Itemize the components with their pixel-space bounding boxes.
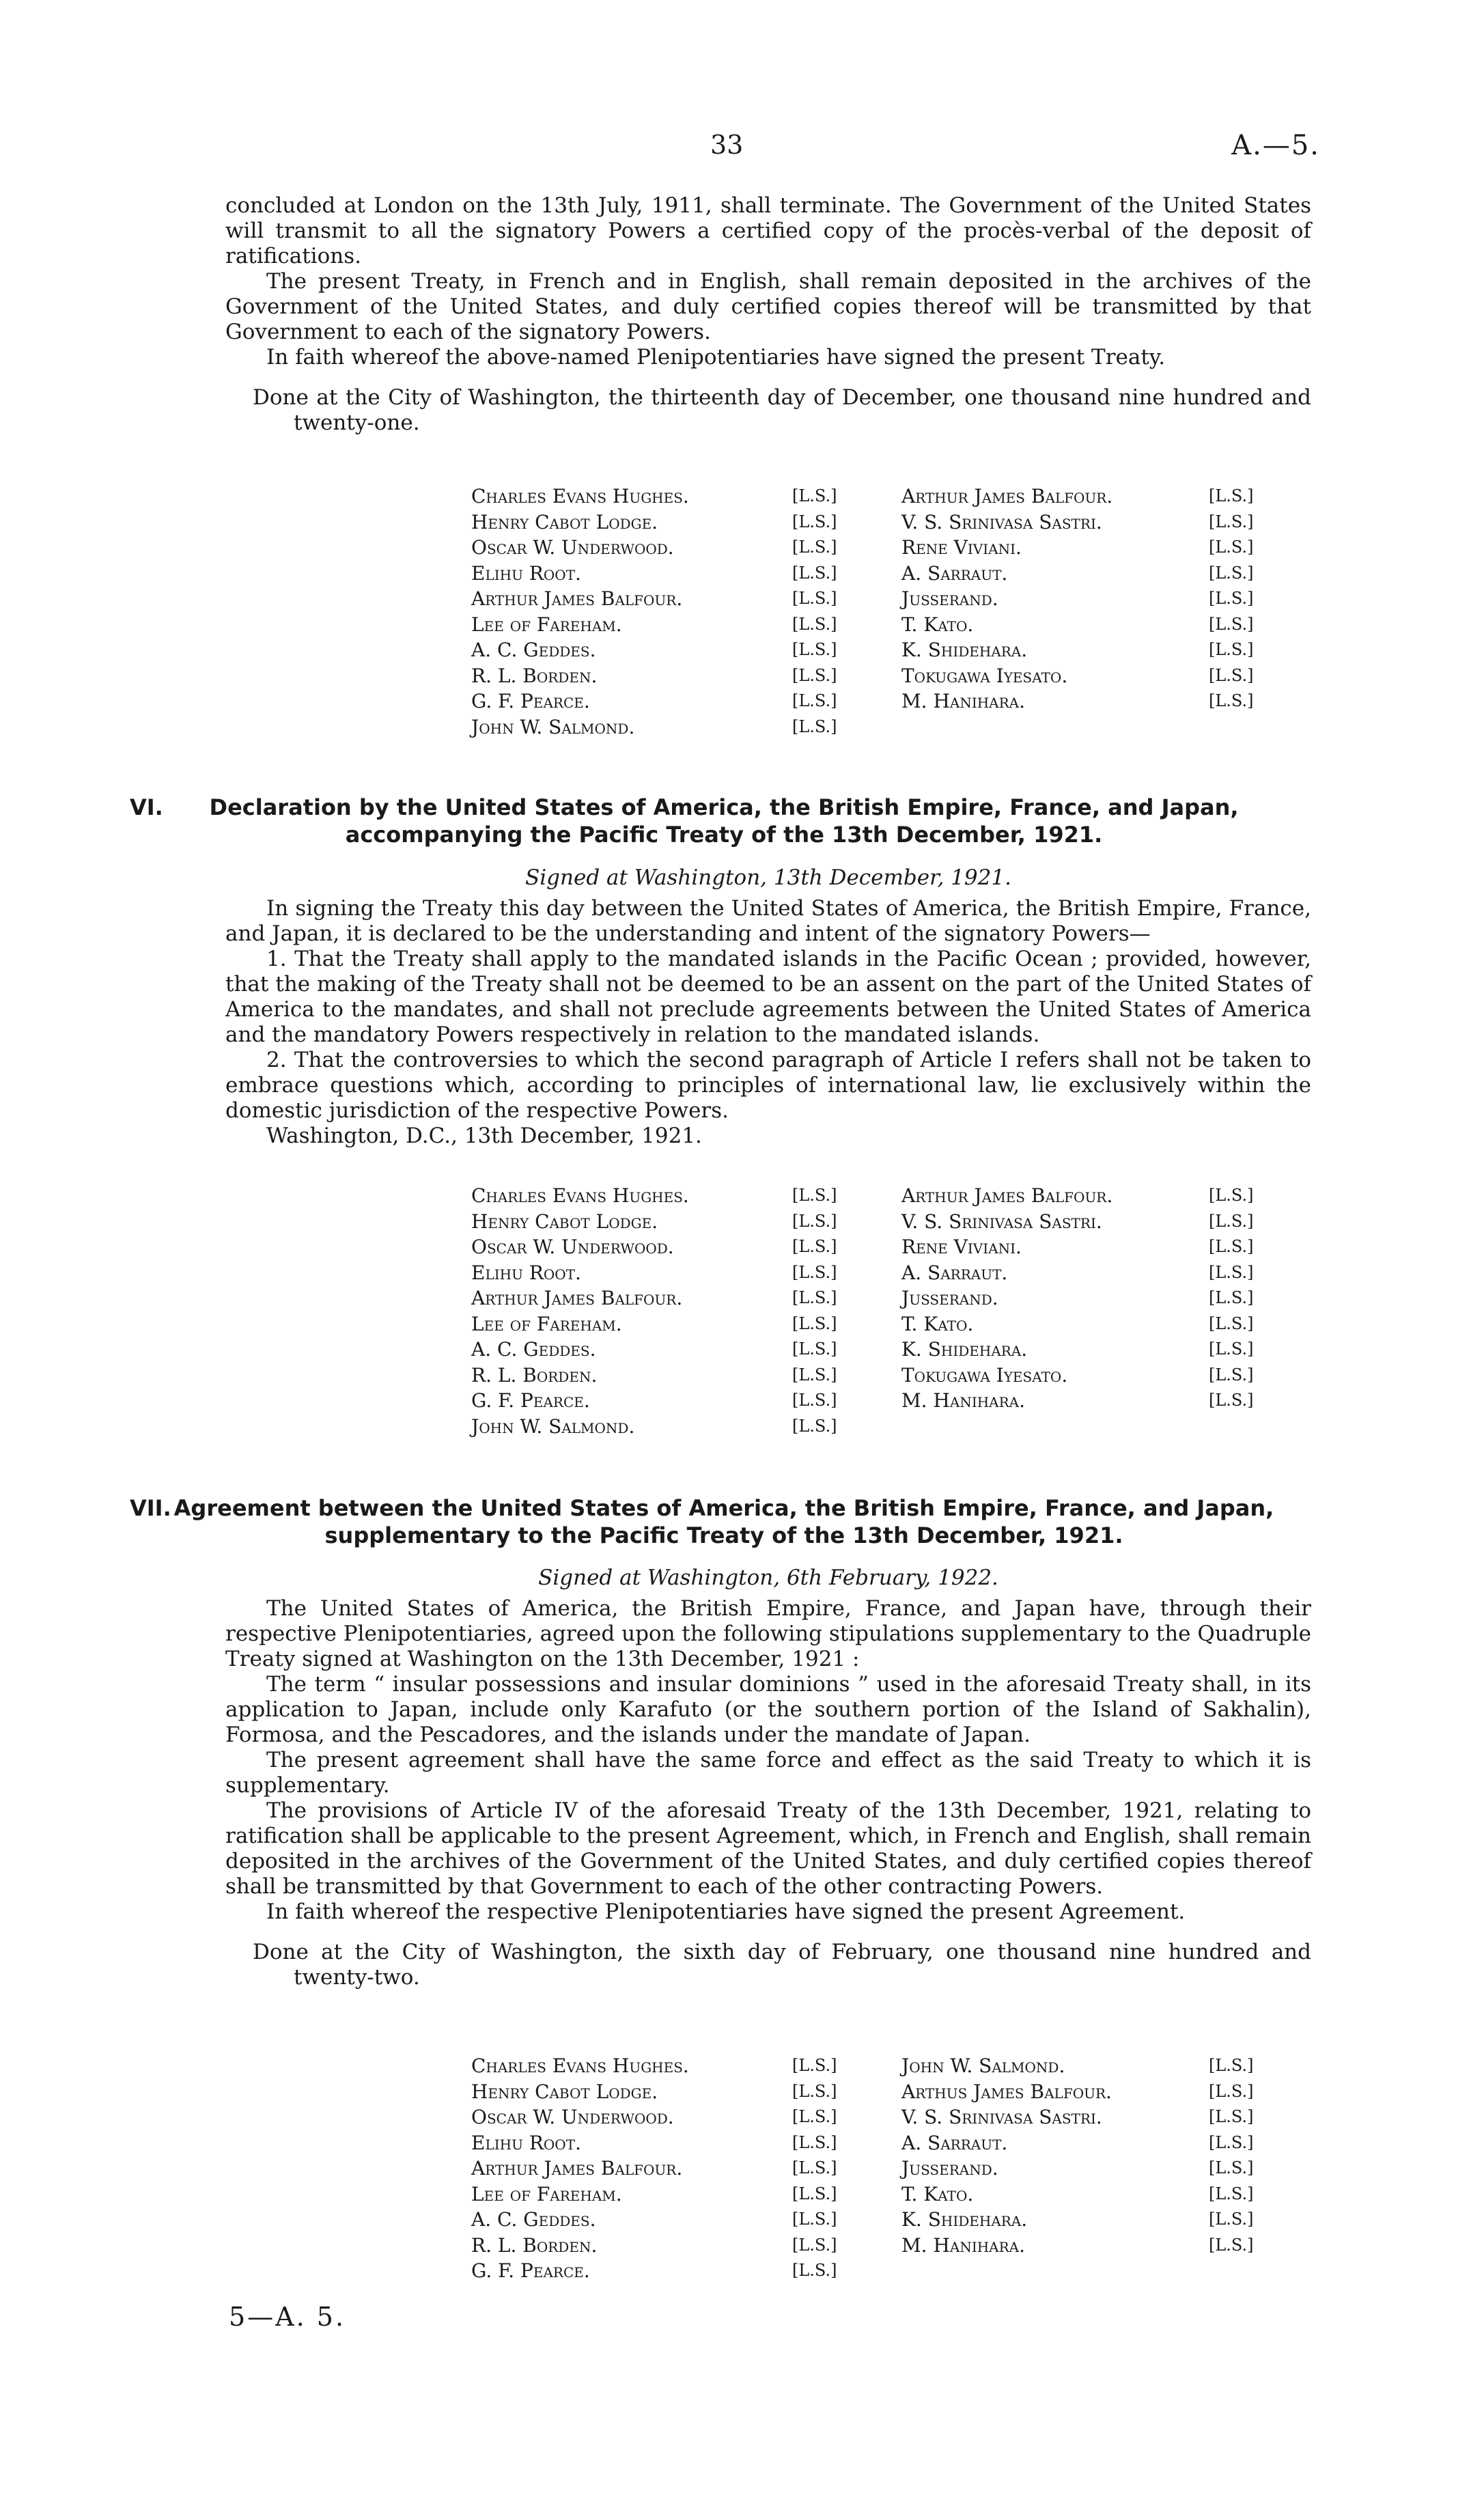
section-title-line: Declaration by the United States of America, the British Empire, France, and Japan, xyxy=(209,794,1239,820)
page-header xyxy=(0,130,1484,171)
signatory-name: G. F. Pearce. xyxy=(471,2259,590,2282)
signatory-name: M. Hanihara. xyxy=(901,2233,1026,2257)
body-paragraph: The provisions of Article IV of the aforesaid Treaty of the 13th December, 1921, relating to ratification shall be applicable to the present Agreement, which, in French and English, shall remain deposited in the archives of the Government of the United States, and duly certified copies thereof shall be transmitted by that Government to each of the other contracting Powers. xyxy=(225,1798,1311,1899)
seal-mark xyxy=(1209,714,1254,740)
seal-mark: [L.S.] xyxy=(1209,2081,1254,2101)
signatory-row xyxy=(471,2079,1254,2105)
seal-mark: [L.S.] xyxy=(792,589,837,608)
seal-mark: [L.S.] xyxy=(1209,486,1254,505)
signatory-name: K. Shidehara. xyxy=(901,2208,1028,2231)
seal-mark: [L.S.] xyxy=(792,2132,837,2152)
signatory-name: John W. Salmond. xyxy=(901,2055,1065,2077)
section-vi-body xyxy=(225,896,1311,1149)
signatory-name: Jusserand. xyxy=(901,587,998,610)
seal-mark: [L.S.] xyxy=(792,1365,837,1384)
signatory-name: G. F. Pearce. xyxy=(471,1389,590,1412)
signatory-name: Oscar W. Underwood. xyxy=(471,1236,674,1258)
seal-mark: [L.S.] xyxy=(1209,1313,1254,1333)
signatory-row xyxy=(471,1285,1254,1311)
seal-mark: [L.S.] xyxy=(1209,589,1254,608)
body-paragraph: In signing the Treaty this day between the United States of America, the British Empire, France, and Japan, it is declared to be the understanding and intent of the signatory Powers— xyxy=(225,896,1311,946)
section-title-line: Agreement between the United States of America, the British Empire, France, and Japan, xyxy=(173,1495,1274,1521)
seal-mark: [L.S.] xyxy=(792,2261,837,2280)
seal-mark: [L.S.] xyxy=(1209,1288,1254,1307)
signatory-row xyxy=(471,637,1254,663)
signatory-name: G. F. Pearce. xyxy=(471,690,590,712)
body-paragraph: The present agreement shall have the same force and effect as the said Treaty to which it is supplementary. xyxy=(225,1748,1311,1798)
signatory-name: Arthur James Balfour. xyxy=(901,485,1113,507)
seal-mark: [L.S.] xyxy=(792,1186,837,1205)
section-number: VI. xyxy=(130,794,163,820)
signatory-row xyxy=(471,1183,1254,1209)
signatory-row xyxy=(471,561,1254,587)
signatory-name: John W. Salmond. xyxy=(471,1415,635,1438)
signatory-name: Lee of Fareham. xyxy=(471,2182,622,2205)
signatory-row xyxy=(471,2156,1254,2182)
seal-mark: [L.S.] xyxy=(1209,691,1254,710)
signatory-row xyxy=(471,1209,1254,1235)
signatory-name: V. S. Srinivasa Sastri. xyxy=(901,510,1102,533)
document-reference: A.—5. xyxy=(1231,130,1320,161)
signatory-name: Charles Evans Hughes. xyxy=(471,485,689,507)
signatory-name: Lee of Fareham. xyxy=(471,613,622,636)
signatories-table-2 xyxy=(471,1183,1291,1439)
seal-mark: [L.S.] xyxy=(1209,1365,1254,1384)
signatory-name: T. Kato. xyxy=(901,613,974,636)
signatory-row xyxy=(471,2130,1254,2156)
signatory-row xyxy=(471,586,1254,612)
signatory-name: Elihu Root. xyxy=(471,2131,581,2154)
signatory-name: John W. Salmond. xyxy=(471,715,635,738)
seal-mark: [L.S.] xyxy=(792,2056,837,2075)
signatory-name: M. Hanihara. xyxy=(901,690,1026,712)
body-paragraph: The United States of America, the British Empire, France, and Japan have, through their respective Plenipotentiaries, agreed upon the following stipulations supplementary to the Quadruple Treaty signed at Washington on the 13th December, 1921 : xyxy=(225,1596,1311,1671)
body-paragraph: The term “ insular possessions and insular dominions ” used in the aforesaid Treaty shall, in its application to Japan, include only Karafuto (or the southern portion of the Island of Sakhalin), Formosa, and the Pescadores, and the islands under the mandate of Japan. xyxy=(225,1672,1311,1747)
signatory-name: R. L. Borden. xyxy=(471,664,598,687)
signatories-table-3 xyxy=(471,2053,1291,2284)
signatory-name: Rene Viviani. xyxy=(901,1236,1022,1258)
signatory-name: Arthur James Balfour. xyxy=(901,1184,1113,1207)
seal-mark: [L.S.] xyxy=(1209,1237,1254,1256)
seal-mark xyxy=(1209,1414,1254,1440)
seal-mark: [L.S.] xyxy=(792,640,837,659)
signatory-name: Jusserand. xyxy=(901,2157,998,2179)
signatory-row xyxy=(471,1311,1254,1337)
signatory-name: V. S. Srinivasa Sastri. xyxy=(901,1210,1102,1233)
signatory-row xyxy=(471,1414,1254,1440)
signatories-table-1 xyxy=(471,484,1291,740)
seal-mark: [L.S.] xyxy=(1209,2184,1254,2203)
section-heading-vii xyxy=(130,1494,1318,1549)
signatory-row xyxy=(471,2182,1254,2208)
signatory-row xyxy=(471,688,1254,714)
signatory-name: Elihu Root. xyxy=(471,1261,581,1284)
done-at-paragraph: Done at the City of Washington, the sixth day of February, one thousand nine hundred and twenty-two. xyxy=(253,1940,1311,1990)
signatory-name: Oscar W. Underwood. xyxy=(471,2106,674,2128)
signatory-name: A. C. Geddes. xyxy=(471,2208,596,2231)
place-date-line: Washington, D.C., 13th December, 1921. xyxy=(266,1124,702,1148)
seal-mark: [L.S.] xyxy=(792,2210,837,2229)
seal-mark: [L.S.] xyxy=(1209,2210,1254,2229)
signatory-name: V. S. Srinivasa Sastri. xyxy=(901,2106,1102,2128)
seal-mark: [L.S.] xyxy=(792,512,837,531)
signatory-name: Oscar W. Underwood. xyxy=(471,536,674,559)
seal-mark: [L.S.] xyxy=(1209,2235,1254,2255)
signatory-name: Rene Viviani. xyxy=(901,536,1022,559)
signatory-name xyxy=(901,1414,1209,1440)
seal-mark: [L.S.] xyxy=(792,2184,837,2203)
signed-line: Signed at Washington, 6th February, 1922. xyxy=(538,1565,998,1590)
signatory-name: Arthur James Balfour. xyxy=(471,2157,683,2179)
intro-paragraph: In faith whereof the above-named Plenipotentiaries have signed the present Treaty. xyxy=(266,345,1166,370)
seal-mark: [L.S.] xyxy=(792,1288,837,1307)
seal-mark: [L.S.] xyxy=(792,614,837,634)
seal-mark: [L.S.] xyxy=(792,2081,837,2101)
signatory-name: A. C. Geddes. xyxy=(471,1338,596,1361)
seal-mark: [L.S.] xyxy=(1209,1211,1254,1231)
signatory-name: A. C. Geddes. xyxy=(471,639,596,661)
seal-mark: [L.S.] xyxy=(792,1339,837,1359)
seal-mark: [L.S.] xyxy=(792,691,837,710)
seal-mark: [L.S.] xyxy=(792,2107,837,2126)
section-title-line: supplementary to the Pacific Treaty of the 13th December, 1921. xyxy=(324,1522,1123,1548)
intro-block xyxy=(225,193,1311,436)
signatory-row xyxy=(471,1388,1254,1414)
signatory-row xyxy=(471,1363,1254,1389)
signatory-name xyxy=(901,714,1209,740)
seal-mark: [L.S.] xyxy=(792,1416,837,1436)
signatory-row xyxy=(471,484,1254,510)
signatory-name xyxy=(901,2258,1209,2284)
seal-mark: [L.S.] xyxy=(792,1211,837,1231)
signatory-name: T. Kato. xyxy=(901,2182,974,2205)
body-paragraph: In faith whereof the respective Plenipotentiaries have signed the present Agreement. xyxy=(266,1899,1186,1924)
signatory-name: A. Sarraut. xyxy=(901,561,1008,585)
signatory-row xyxy=(471,612,1254,638)
signatory-row xyxy=(471,2104,1254,2130)
seal-mark: [L.S.] xyxy=(1209,2056,1254,2075)
signatory-row xyxy=(471,2207,1254,2233)
seal-mark: [L.S.] xyxy=(1209,2158,1254,2177)
signatory-row xyxy=(471,2053,1254,2079)
signatory-name: A. Sarraut. xyxy=(901,1261,1008,1284)
signatory-name: T. Kato. xyxy=(901,1312,974,1335)
body-paragraph: 2. That the controversies to which the second paragraph of Article I refers shall not be taken to embrace questions which, according to principles of international law, lie exclusively within the domestic jurisdiction of the respective Powers. xyxy=(225,1048,1311,1123)
signatory-name: R. L. Borden. xyxy=(471,2233,598,2257)
section-heading-vi xyxy=(130,794,1318,848)
section-vii-body xyxy=(225,1596,1311,1990)
signatory-name: M. Hanihara. xyxy=(901,1389,1026,1412)
seal-mark: [L.S.] xyxy=(792,1237,837,1256)
seal-mark: [L.S.] xyxy=(792,2158,837,2177)
intro-paragraph: concluded at London on the 13th July, 1911, shall terminate. The Government of the United States will transmit to all the signatory Powers a certified copy of the procès-verbal of the deposit of ratifications. xyxy=(225,193,1311,268)
section-number: VII. xyxy=(130,1495,171,1521)
signatory-name: A. Sarraut. xyxy=(901,2131,1008,2154)
signatory-row xyxy=(471,2233,1254,2259)
signatory-name: Henry Cabot Lodge. xyxy=(471,2080,658,2103)
signatory-name: R. L. Borden. xyxy=(471,1363,598,1387)
signed-line: Signed at Washington, 13th December, 1921. xyxy=(525,865,1011,890)
seal-mark: [L.S.] xyxy=(792,665,837,685)
signatory-row xyxy=(471,1260,1254,1286)
signatory-row xyxy=(471,1337,1254,1363)
seal-mark: [L.S.] xyxy=(1209,563,1254,583)
seal-mark: [L.S.] xyxy=(1209,2107,1254,2126)
signatory-name: Tokugawa Iyesato. xyxy=(901,1363,1068,1387)
intro-paragraph: The present Treaty, in French and in English, shall remain deposited in the archives of the Government of the United States, and duly certified copies thereof will be transmitted by that Government to each of the signatory Powers. xyxy=(225,269,1311,344)
seal-mark: [L.S.] xyxy=(1209,512,1254,531)
seal-mark: [L.S.] xyxy=(1209,1339,1254,1359)
signatory-name: Henry Cabot Lodge. xyxy=(471,1210,658,1233)
signatory-name: Charles Evans Hughes. xyxy=(471,1184,689,1207)
signatory-name: Arthur James Balfour. xyxy=(471,1287,683,1309)
seal-mark: [L.S.] xyxy=(1209,1186,1254,1205)
seal-mark: [L.S.] xyxy=(1209,614,1254,634)
signatory-row xyxy=(471,1234,1254,1260)
signatory-name: Tokugawa Iyesato. xyxy=(901,664,1068,687)
seal-mark: [L.S.] xyxy=(792,486,837,505)
signatory-name: Jusserand. xyxy=(901,1287,998,1309)
signatory-row xyxy=(471,663,1254,689)
signatory-name: Arthur James Balfour. xyxy=(471,587,683,610)
seal-mark: [L.S.] xyxy=(792,716,837,736)
seal-mark: [L.S.] xyxy=(792,1262,837,1282)
done-at-paragraph: Done at the City of Washington, the thirteenth day of December, one thousand nine hundred and twenty-one. xyxy=(253,385,1311,435)
signatory-row xyxy=(471,714,1254,740)
seal-mark: [L.S.] xyxy=(792,538,837,557)
signature-mark: 5—A. 5. xyxy=(229,2302,346,2332)
seal-mark: [L.S.] xyxy=(1209,1262,1254,1282)
seal-mark: [L.S.] xyxy=(792,563,837,583)
seal-mark: [L.S.] xyxy=(792,2235,837,2255)
signatory-name: Lee of Fareham. xyxy=(471,1312,622,1335)
signatory-name: Elihu Root. xyxy=(471,561,581,585)
seal-mark: [L.S.] xyxy=(1209,1391,1254,1410)
signatory-row xyxy=(471,2258,1254,2284)
section-title-line: accompanying the Pacific Treaty of the 13th December, 1921. xyxy=(345,822,1103,848)
signatory-name: K. Shidehara. xyxy=(901,639,1028,661)
signatory-name: K. Shidehara. xyxy=(901,1338,1028,1361)
body-paragraph: 1. That the Treaty shall apply to the mandated islands in the Pacific Ocean ; provided, however, that the making of the Treaty shall not be deemed to be an assent on the part of the United States of America to the mandates, and shall not preclude agreements between the United States of America and the mandatory Powers respectively in relation to the mandated islands. xyxy=(225,947,1311,1047)
seal-mark: [L.S.] xyxy=(1209,538,1254,557)
signatory-row xyxy=(471,510,1254,535)
seal-mark xyxy=(1209,2258,1254,2284)
seal-mark: [L.S.] xyxy=(792,1313,837,1333)
signatory-name: Arthus James Balfour. xyxy=(901,2080,1112,2103)
signatory-name: Henry Cabot Lodge. xyxy=(471,510,658,533)
seal-mark: [L.S.] xyxy=(1209,2132,1254,2152)
signatory-name: Charles Evans Hughes. xyxy=(471,2055,689,2077)
page-number: 33 xyxy=(710,130,744,160)
seal-mark: [L.S.] xyxy=(792,1391,837,1410)
seal-mark: [L.S.] xyxy=(1209,665,1254,685)
signatory-row xyxy=(471,535,1254,561)
seal-mark: [L.S.] xyxy=(1209,640,1254,659)
